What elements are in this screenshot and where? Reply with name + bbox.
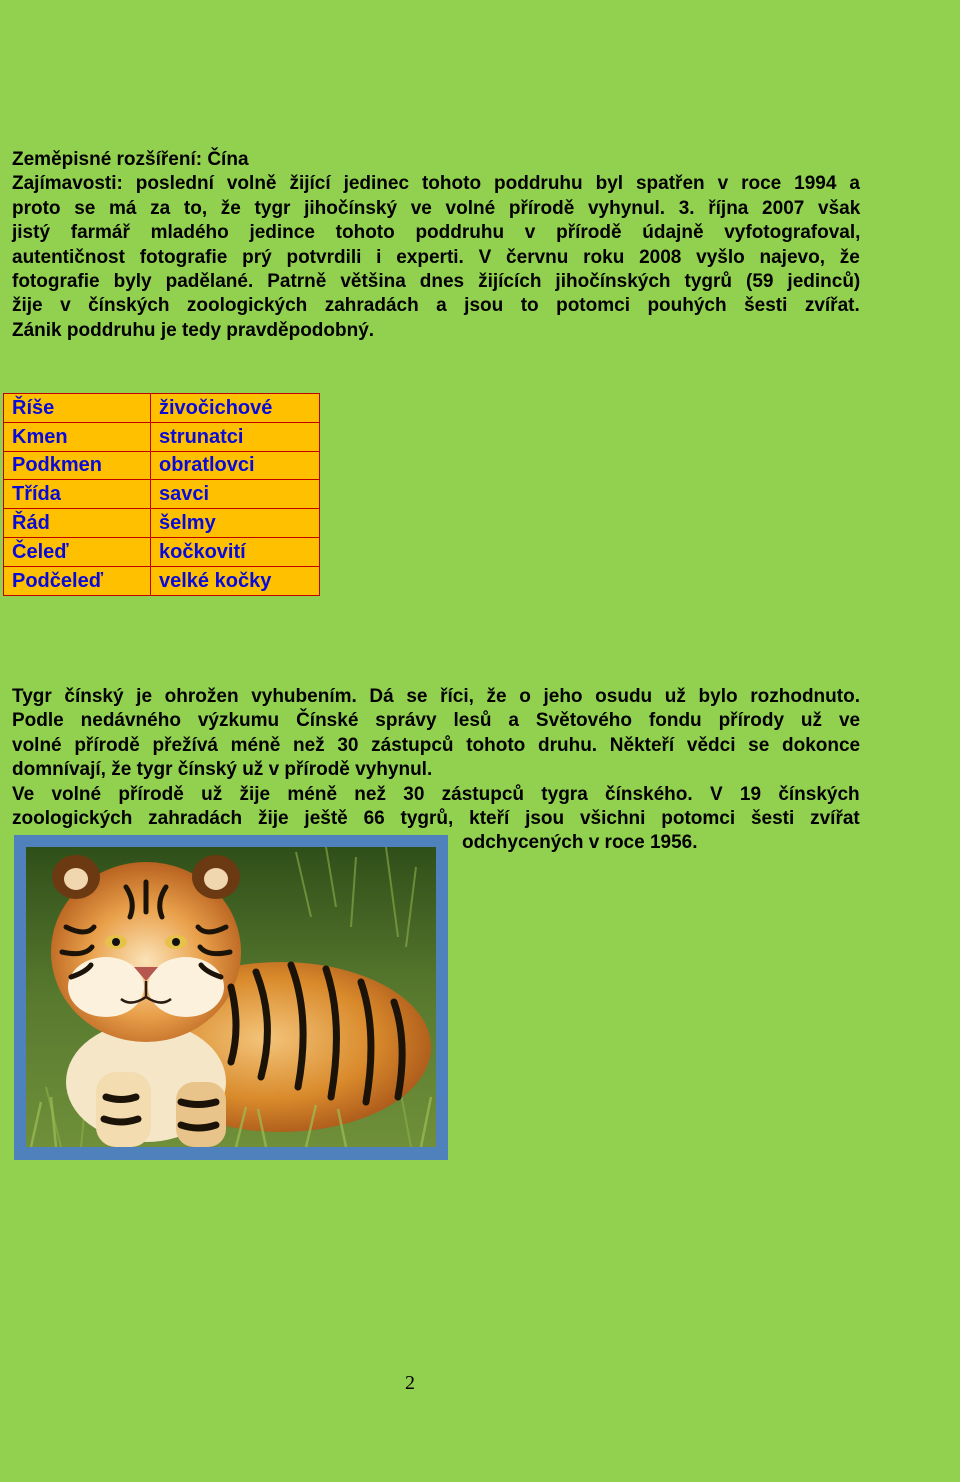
page-number: 2: [405, 1372, 415, 1394]
taxonomy-rank: Třída: [4, 480, 151, 509]
intro-line: fotografie byly padělané. Patrně většina dnes žijících jihočínských tygrů (59 jedinců): [12, 271, 861, 293]
taxonomy-table: [3, 393, 320, 596]
taxonomy-value: savci: [151, 480, 320, 509]
intro-line: Zánik poddruhu je tedy pravděpodobný.: [12, 319, 375, 341]
taxonomy-rank: Řád: [4, 509, 151, 538]
outro-paragraph: [12, 685, 860, 831]
taxonomy-value: kočkovití: [151, 537, 320, 566]
taxonomy-rank: Podčeleď: [4, 566, 151, 595]
taxonomy-value: šelmy: [151, 509, 320, 538]
intro-line: jistý farmář mladého jedince tohoto poddruhu v přírodě údajně vyfotografoval,: [12, 222, 861, 244]
table-row: [4, 537, 320, 566]
outro-line: Tygr čínský je ohrožen vyhubením. Dá se říci, že o jeho osudu už bylo rozhodnuto.: [12, 686, 860, 707]
taxonomy-rank: Říše: [4, 394, 151, 423]
outro-line: Podle nedávného výzkumu Čínské správy lesů a Světového fondu přírody už ve: [12, 710, 861, 732]
taxonomy-value: živočichové: [151, 394, 320, 423]
table-row: [4, 509, 320, 538]
intro-line: žije v čínských zoologických zahradách a jsou to potomci pouhých šesti zvířat.: [12, 295, 860, 317]
closing-line: odchycených v roce 1956.: [462, 832, 698, 853]
taxonomy-value: obratlovci: [151, 451, 320, 480]
outro-line: zoologických zahradách žije ještě 66 tygrů, kteří jsou všichni potomci šesti zvířat: [12, 808, 860, 830]
tiger-photo-frame: [14, 835, 448, 1160]
outro-line: Ve volné přírodě už žije méně než 30 zástupců tygra čínského. V 19 čínských: [12, 783, 860, 805]
taxonomy-value: strunatci: [151, 422, 320, 451]
tiger-photo: [26, 847, 436, 1147]
outro-line: volné přírodě přežívá méně než 30 zástupců tohoto druhu. Někteří vědci se dokonce: [12, 734, 861, 756]
taxonomy-rank: Kmen: [4, 422, 151, 451]
table-row: [4, 566, 320, 595]
taxonomy-rank: Čeleď: [4, 537, 151, 566]
intro-line: autentičnost fotografie prý potvrdili i experti. V červnu roku 2008 vyšlo najevo, že: [12, 246, 860, 268]
table-row: [4, 422, 320, 451]
intro-line: Zajímavosti: poslední volně žijící jedinec tohoto poddruhu byl spatřen v roce 1994 a: [12, 173, 860, 195]
table-row: [4, 394, 320, 423]
table-row: [4, 480, 320, 509]
taxonomy-value: velké kočky: [151, 566, 320, 595]
intro-paragraph: [12, 148, 860, 343]
tiger-illustration: [26, 847, 436, 1147]
intro-line: proto se má za to, že tygr jihočínský ve volné přírodě vyhynul. 3. října 2007 však: [12, 197, 861, 219]
geo-range-line: Zeměpisné rozšíření: Čína: [12, 149, 249, 170]
taxonomy-rank: Podkmen: [4, 451, 151, 480]
table-row: [4, 451, 320, 480]
outro-line: domnívají, že tygr čínský už v přírodě vyhynul.: [12, 759, 433, 781]
